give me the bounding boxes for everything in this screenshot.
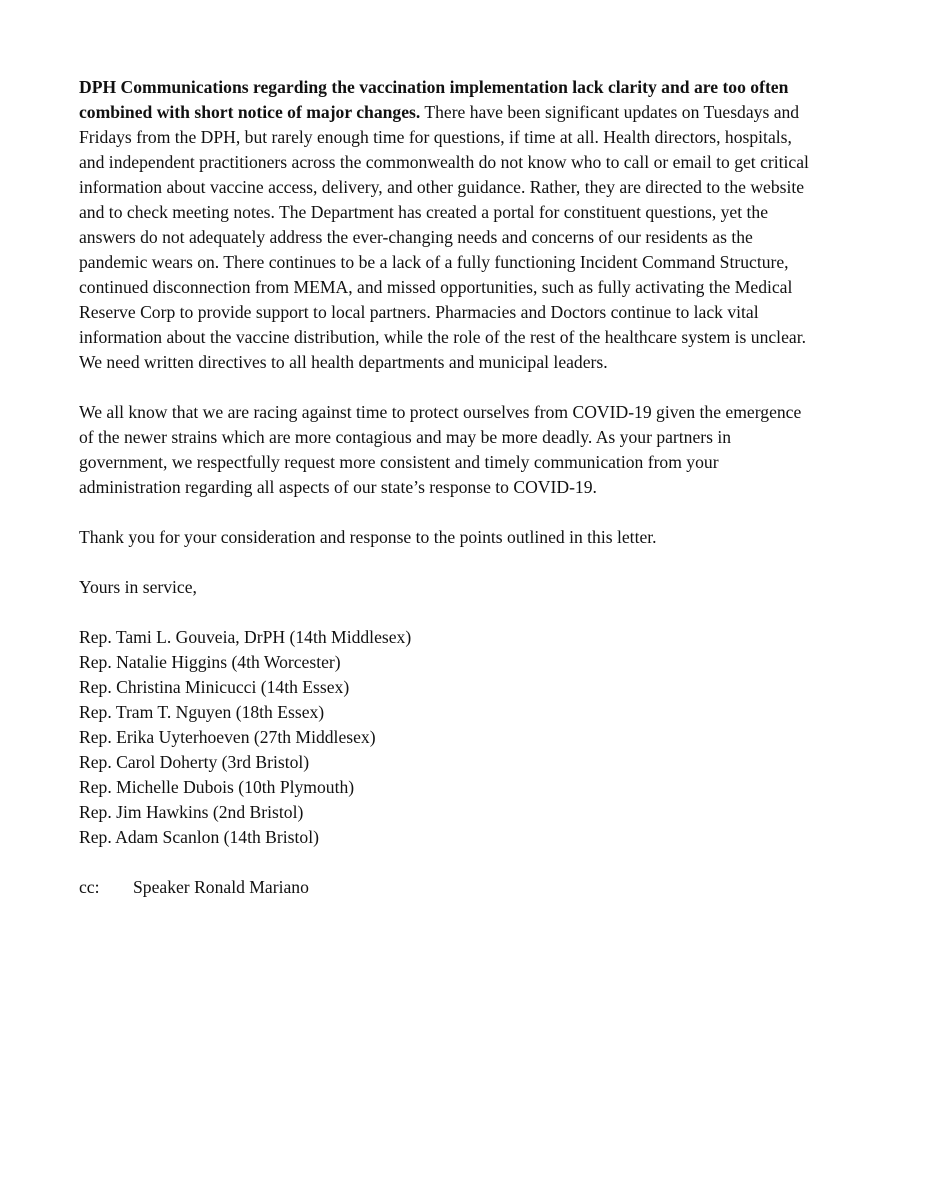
paragraph-line: Fridays from the DPH, but rarely enough time for questions, if time at all. Health directors, hospitals, [79,127,792,147]
thank-you-paragraph: Thank you for your consideration and response to the points outlined in this letter. [79,527,657,547]
cc-recipient: Speaker Ronald Mariano [133,877,309,897]
paragraph-line: Reserve Corp to provide support to local partners. Pharmacies and Doctors continue to lack vital [79,302,759,322]
paragraph-line: We all know that we are racing against time to protect ourselves from COVID-19 given the emergence [79,402,802,422]
paragraph-line: information about the vaccine distribution, while the role of the rest of the healthcare system is unclear. [79,327,806,347]
signatory: Rep. Natalie Higgins (4th Worcester) [79,652,341,672]
bold-lead-line-1: DPH Communications regarding the vaccination implementation lack clarity and are too often [79,77,789,97]
bold-lead-line-2: combined with short notice of major changes. [79,102,421,122]
signatory-list [79,625,849,850]
paragraph-line: answers do not adequately address the ever-changing needs and concerns of our residents as the [79,227,753,247]
signatory: Rep. Tami L. Gouveia, DrPH (14th Middlesex) [79,627,412,647]
signatory: Rep. Tram T. Nguyen (18th Essex) [79,702,325,722]
signatory: Rep. Michelle Dubois (10th Plymouth) [79,777,355,797]
paragraph-line: government, we respectfully request more consistent and timely communication from your [79,452,719,472]
cc-label: cc: [79,877,100,897]
paragraph-line: of the newer strains which are more contagious and may be more deadly. As your partners in [79,427,732,447]
signatory: Rep. Carol Doherty (3rd Bristol) [79,752,310,772]
paragraph-line: information about vaccine access, delivery, and other guidance. Rather, they are directed to the website [79,177,805,197]
letter-page [79,75,849,900]
paragraph-line: continued disconnection from MEMA, and missed opportunities, such as fully activating the Medical [79,277,793,297]
paragraph-line: pandemic wears on. There continues to be a lack of a fully functioning Incident Command Structure, [79,252,789,272]
paragraph-communications [79,75,849,375]
signatory: Rep. Christina Minicucci (14th Essex) [79,677,350,697]
signatory: Rep. Erika Uyterhoeven (27th Middlesex) [79,727,376,747]
cc-line [79,875,849,900]
paragraph-request [79,400,849,500]
paragraph-line: and independent practitioners across the commonwealth do not know who to call or email to get critical [79,152,809,172]
paragraph-text: There have been significant updates on Tuesdays and [420,102,800,122]
paragraph-line: administration regarding all aspects of our state’s response to COVID-19. [79,477,597,497]
paragraph-line: We need written directives to all health departments and municipal leaders. [79,352,608,372]
closing: Yours in service, [79,577,197,597]
signatory: Rep. Jim Hawkins (2nd Bristol) [79,802,304,822]
signatory: Rep. Adam Scanlon (14th Bristol) [79,827,319,847]
paragraph-line: and to check meeting notes. The Department has created a portal for constituent questions, yet the [79,202,769,222]
